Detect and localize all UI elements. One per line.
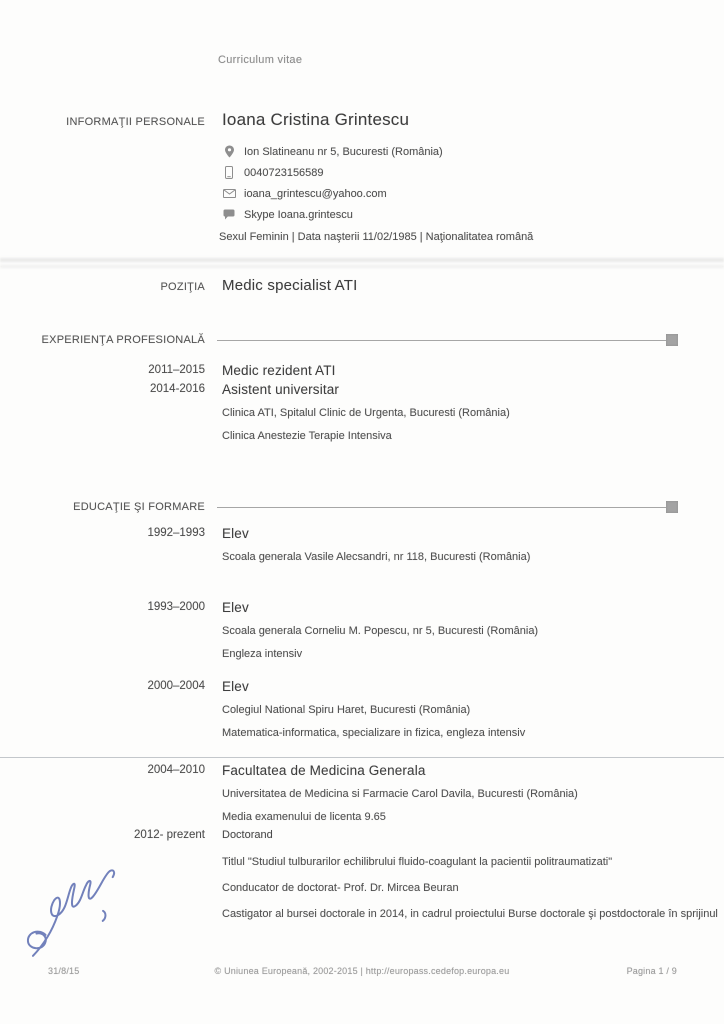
section-label-position: POZIŢIA — [160, 281, 205, 293]
position-title: Medic specialist ATI — [222, 277, 358, 294]
entry-title: Elev — [222, 600, 249, 615]
contact-list — [222, 141, 443, 225]
section-rule — [217, 340, 666, 341]
address-text: Ion Slatineanu nr 5, Bucuresti (România) — [244, 145, 443, 158]
entry-detail: Matematica-informatica, specializare in fizica, engleza intensiv — [222, 727, 526, 739]
contact-email-row — [222, 183, 443, 204]
entry-title: Elev — [222, 526, 249, 541]
entry-dates — [0, 361, 205, 443]
education-entry — [0, 677, 525, 740]
entry-detail: Clinica Anestezie Terapie Intensiva — [222, 430, 392, 442]
entry-detail: Clinica ATI, Spitalul Clinic de Urgenta, Bucuresti (România) — [222, 407, 510, 419]
contact-phone-row — [222, 162, 443, 183]
email-text: ioana_grintescu@yahoo.com — [244, 187, 387, 200]
handwritten-signature — [6, 849, 139, 974]
entry-title: Asistent universitar — [222, 382, 340, 397]
section-label-experience: EXPERIENŢA PROFESIONALĂ — [41, 334, 205, 346]
entry-detail: Conducator de doctorat- Prof. Dr. Mircea Beuran — [222, 882, 459, 894]
experience-section-heading — [0, 334, 678, 346]
section-label-personal-info: INFORMAŢII PERSONALE — [66, 116, 205, 128]
skype-text: Skype Ioana.grintescu — [244, 208, 353, 221]
entry-date: 1992–1993 — [147, 527, 205, 539]
entry-date: 2004–2010 — [147, 764, 205, 776]
footer-page-number: Pagina 1 / 9 — [626, 966, 677, 976]
contact-address-row — [222, 141, 443, 162]
entry-title: Facultatea de Medicina Generala — [222, 763, 426, 778]
entry-title: Elev — [222, 679, 249, 694]
education-entry — [0, 761, 578, 824]
scan-artifact-band — [0, 265, 724, 268]
entry-title: Medic rezident ATI — [222, 363, 336, 378]
entry-detail: Scoala generala Corneliu M. Popescu, nr 5, Bucuresti (România) — [222, 625, 539, 637]
entry-date: 2011–2015 — [148, 364, 205, 376]
entry-detail: Engleza intensiv — [222, 648, 303, 660]
entry-detail: Media examenului de licenta 9.65 — [222, 811, 386, 823]
envelope-icon — [222, 189, 236, 198]
location-pin-icon — [222, 145, 236, 158]
footer-copyright: © Uniunea Europeană, 2002-2015 | http://europass.cedefop.europa.eu — [214, 966, 510, 976]
demographics-line: Sexul Feminin | Data naşterii 11/02/1985 | Naţionalitatea română — [219, 231, 534, 243]
position-row — [0, 277, 724, 294]
entry-date: 2000–2004 — [147, 680, 205, 692]
entry-detail: Colegiul National Spiru Haret, Bucuresti (România) — [222, 704, 471, 716]
scan-artifact-band — [0, 258, 724, 262]
experience-entry — [0, 361, 510, 443]
entry-detail: Titlul "Studiul tulburarilor echilibrului fluido-coagulant la pacientii politraumatizati" — [222, 856, 613, 868]
entry-detail: Scoala generala Vasile Alecsandri, nr 118, Bucuresti (România) — [222, 551, 531, 563]
document-type-label: Curriculum vitae — [218, 54, 303, 66]
phone-text: 0040723156589 — [244, 166, 324, 179]
section-rule-endcap — [666, 334, 678, 346]
entry-title: Doctorand — [222, 829, 273, 841]
entry-date: 2012- prezent — [134, 829, 205, 841]
footer-date: 31/8/15 — [48, 966, 80, 976]
education-entry — [0, 524, 530, 564]
personal-info-header — [0, 110, 724, 130]
speech-bubble-icon — [222, 209, 236, 220]
mobile-phone-icon — [222, 166, 236, 179]
entry-date: 1993–2000 — [147, 601, 205, 613]
section-rule-endcap — [666, 501, 678, 513]
entry-detail: Universitatea de Medicina si Farmacie Carol Davila, Bucuresti (România) — [222, 788, 578, 800]
section-label-education: EDUCAŢIE ŞI FORMARE — [73, 501, 205, 513]
entry-detail: Castigator al bursei doctorale in 2014, in cadrul proiectului Burse doctorale şi postdoctorale în sprijinul — [222, 908, 718, 920]
education-section-heading — [0, 501, 678, 513]
entry-date: 2014-2016 — [150, 383, 205, 395]
person-name: Ioana Cristina Grintescu — [222, 110, 410, 129]
scan-fold-line — [0, 757, 724, 758]
education-entry — [0, 598, 538, 661]
contact-skype-row — [222, 204, 443, 225]
section-rule — [217, 507, 666, 508]
